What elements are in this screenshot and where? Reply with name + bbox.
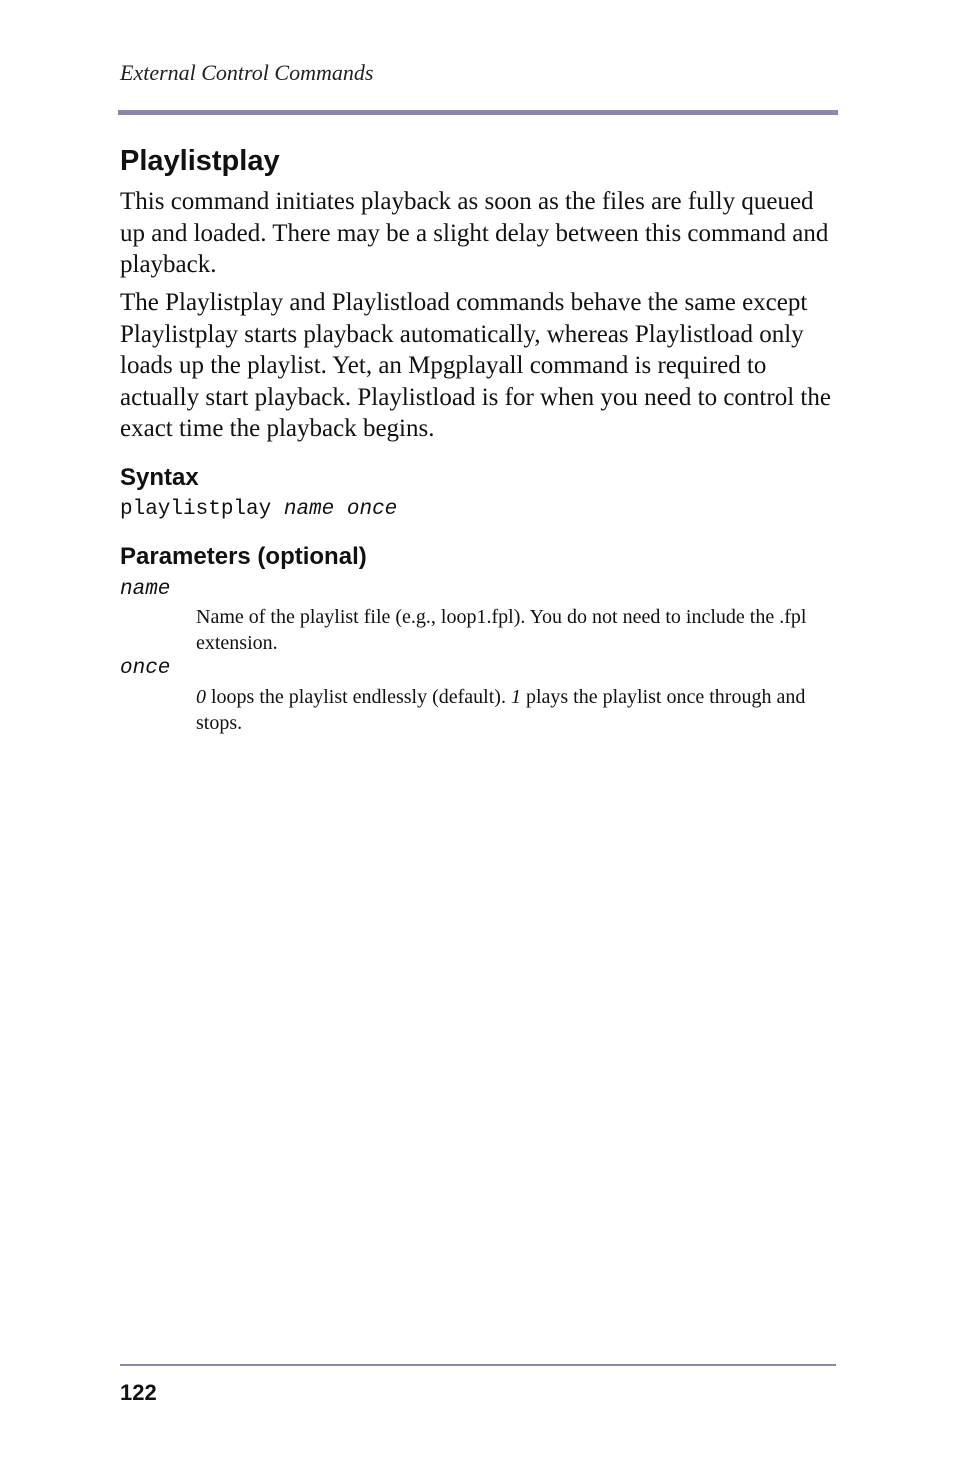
comparison-paragraph: The Playlistplay and Playlistload commands behave the same except Playlistplay starts playback automatically, whereas Playlistload only loads up the playlist. Yet, an Mpgplayall command is required to actually start playback. Playlistload is for when you need to control the exact time the playback begins. xyxy=(120,289,831,442)
param-once-text-a: loops the playlist endlessly (default). xyxy=(206,686,511,708)
syntax-arg-once: once xyxy=(346,498,398,521)
header-rule xyxy=(118,110,838,115)
param-name-label: name xyxy=(120,578,171,601)
section-title: Playlistplay xyxy=(120,145,280,177)
param-once-description xyxy=(196,684,832,736)
syntax-heading: Syntax xyxy=(120,464,199,491)
syntax-command: playlistplay xyxy=(120,498,272,521)
param-once-value-zero: 0 xyxy=(196,686,206,708)
param-once-term xyxy=(120,656,170,682)
page-number: 122 xyxy=(120,1380,157,1405)
param-name-term xyxy=(120,577,170,603)
syntax-arg-name: name xyxy=(283,498,335,521)
syntax-line xyxy=(120,497,397,523)
param-once-label: once xyxy=(120,657,171,680)
footer-rule xyxy=(120,1364,836,1366)
param-once-text-b: plays the playlist once through and stops. xyxy=(196,686,806,734)
param-name-description: Name of the playlist file (e.g., loop1.fpl). You do not need to include the .fpl extension. xyxy=(196,606,807,654)
running-header: External Control Commands xyxy=(120,60,374,85)
intro-paragraph: This command initiates playback as soon as the files are fully queued up and loaded. There may be a slight delay between this command and playback. xyxy=(120,188,829,278)
parameters-heading: Parameters (optional) xyxy=(120,543,367,570)
param-once-value-one: 1 xyxy=(510,686,521,708)
